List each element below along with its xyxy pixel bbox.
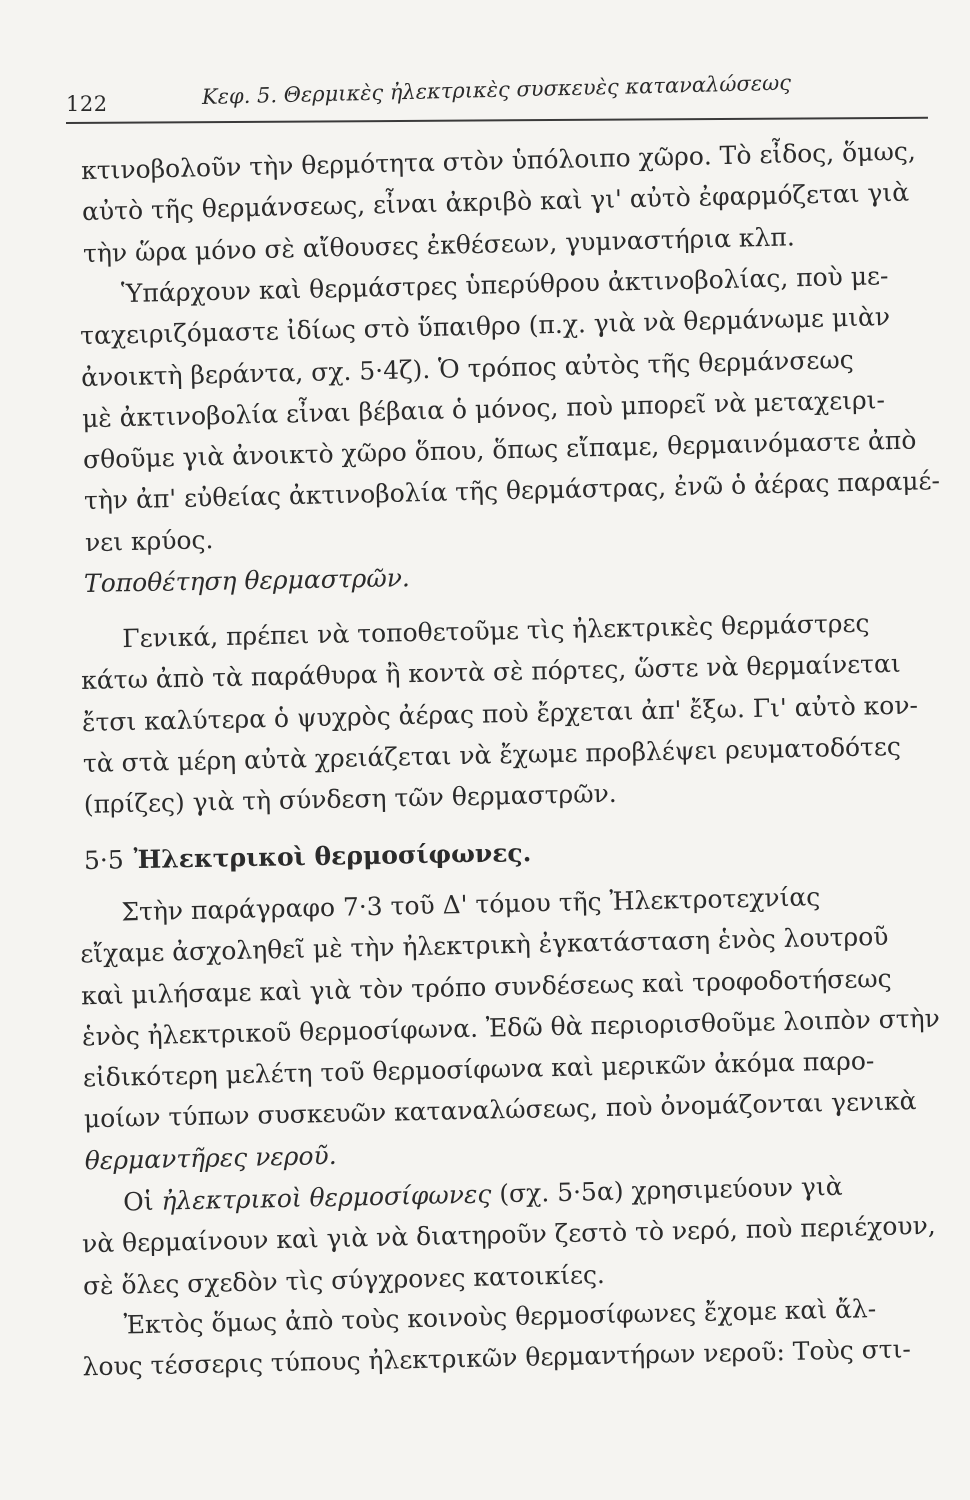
section-number: 5·5 bbox=[83, 845, 125, 876]
text-line: μοίων τύπων συσκευῶν καταναλώσεως, ποὺ ὀνομάζονται γενικὰ bbox=[83, 1087, 917, 1135]
text-line: μὲ ἀκτινοβολία εἶναι βέβαια ὁ μόνος, ποὺ μπορεῖ νὰ μεταχειρι- bbox=[81, 384, 886, 433]
paragraph-3 bbox=[80, 601, 944, 825]
text-run: Οἱ bbox=[122, 1186, 162, 1217]
text-line: καὶ μιλήσαμε καὶ γιὰ τὸν τρόπο συνδέσεως καὶ τροφοδοτήσεως bbox=[80, 963, 892, 1011]
text-line: σὲ ὅλες σχεδὸν τὶς σύγχρονες κατοικίες. bbox=[82, 1259, 606, 1300]
text-run-italic: ἠλεκτρικοὶ θερμοσίφωνες bbox=[161, 1178, 492, 1216]
text-line-italic: θερμαντῆρες νεροῦ. bbox=[84, 1141, 337, 1176]
text-line: τὴν ὥρα μόνο σὲ αἴθουσες ἐκθέσεων, γυμναστήρια κλπ. bbox=[82, 221, 796, 268]
paragraph-5 bbox=[81, 1163, 943, 1306]
text-line: εἰδικότερη μελέτη τοῦ θερμοσίφωνα καὶ μερικῶν ἀκόμα παρο- bbox=[82, 1046, 875, 1094]
subheading: Τοποθέτηση θερμαστρῶν. bbox=[83, 563, 411, 598]
text-line: κτινοβολοῦν τὴν θερμότητα στὸν ὑπόλοιπο χῶρο. Τὸ εἶδος, ὅμως, bbox=[80, 136, 917, 186]
text-line: ἀνοικτὴ βεράντα, σχ. 5·4ζ). Ὁ τρόπος αὐτὸς τῆς θερμάνσεως bbox=[80, 344, 854, 392]
page-number: 122 bbox=[66, 92, 108, 116]
text-line: ἔτσι καλύτερα ὁ ψυχρὸς ἀέρας ποὺ ἔρχεται ἀπ' ἔξω. Γι' αὐτὸ κον- bbox=[81, 690, 919, 737]
text-line: νὰ θερμαίνουν καὶ γιὰ νὰ διατηροῦν ζεστὸ τὸ νερό, ποὺ περιέχουν, bbox=[81, 1210, 936, 1259]
text-line: σθοῦμε γιὰ ἀνοικτὸ χῶρο ὅπου, ὅπως εἴπαμε, θερμαινόμαστε ἀπὸ bbox=[82, 425, 917, 475]
paragraph-1 bbox=[81, 130, 944, 274]
page-header bbox=[66, 70, 932, 120]
body-text bbox=[79, 136, 942, 1383]
text-line: Ὑπάρχουν καὶ θερμάστρες ὑπερύθρου ἀκτινοβολίας, ποὺ με- bbox=[120, 260, 889, 309]
text-line: αὐτὸ τῆς θερμάνσεως, εἶναι ἀκριβὸ καὶ γι' αὐτὸ ἐφαρμόζεται γιὰ bbox=[81, 177, 910, 227]
paragraph-4 bbox=[79, 874, 945, 1182]
text-line: ταχειριζόμαστε ἰδίως στὸ ὕπαιθρο (π.χ. γιὰ νὰ θερμάνωμε μιὰν bbox=[79, 302, 891, 351]
text-line: ἑνὸς ἠλεκτρικοῦ θερμοσίφωνα. Ἐδῶ θὰ περιορισθοῦμε λοιπὸν στὴν bbox=[81, 1004, 941, 1052]
text-line: λους τέσσερις τύπους ἠλεκτρικῶν θερμαντήρων νεροῦ: Τοὺς στι- bbox=[82, 1335, 912, 1383]
paragraph-2 bbox=[79, 254, 946, 563]
text-run: (σχ. 5·5α) χρησιμεύουν γιὰ bbox=[491, 1171, 843, 1208]
section-heading bbox=[82, 831, 942, 875]
text-line: Ἐκτὸς ὅμως ἀπὸ τοὺς κοινοὺς θερμοσίφωνες ἔχομε καὶ ἄλ- bbox=[123, 1294, 877, 1340]
text-line: κάτω ἀπὸ τὰ παράθυρα ἢ κοντὰ σὲ πόρτες, ὥστε νὰ θερμαίνεται bbox=[80, 649, 901, 696]
text-line: εἴχαμε ἀσχοληθεῖ μὲ τὴν ἠλεκτρικὴ ἐγκατάσταση ἑνὸς λουτροῦ bbox=[79, 922, 889, 970]
section-title: Ἠλεκτρικοὶ θερμοσίφωνες. bbox=[133, 838, 532, 875]
text-line: Στὴν παράγραφο 7·3 τοῦ Δ' τόμου τῆς Ἠλεκτροτεχνίας bbox=[121, 882, 821, 927]
text-line: Γενικά, πρέπει νὰ τοποθετοῦμε τὶς ἠλεκτρικὲς θερμάστρες bbox=[122, 608, 870, 654]
paragraph-6 bbox=[81, 1287, 943, 1388]
text-line: νει κρύος. bbox=[84, 524, 214, 557]
running-head: Κεφ. 5. Θερμικὲς ἠλεκτρικὲς συσκευὲς καταναλώσεως bbox=[201, 70, 792, 109]
text-line: τὰ στὰ μέρη αὐτὰ χρειάζεται νὰ ἔχωμε προβλέψει ρευματοδότες bbox=[82, 731, 902, 778]
text-line: τὴν ἀπ' εὐθείας ἀκτινοβολία τῆς θερμάστρας, ἐνῶ ὁ ἀέρας παραμέ- bbox=[83, 466, 941, 516]
text-line: (πρίζες) γιὰ τὴ σύνδεση τῶν θερμαστρῶν. bbox=[83, 778, 617, 820]
